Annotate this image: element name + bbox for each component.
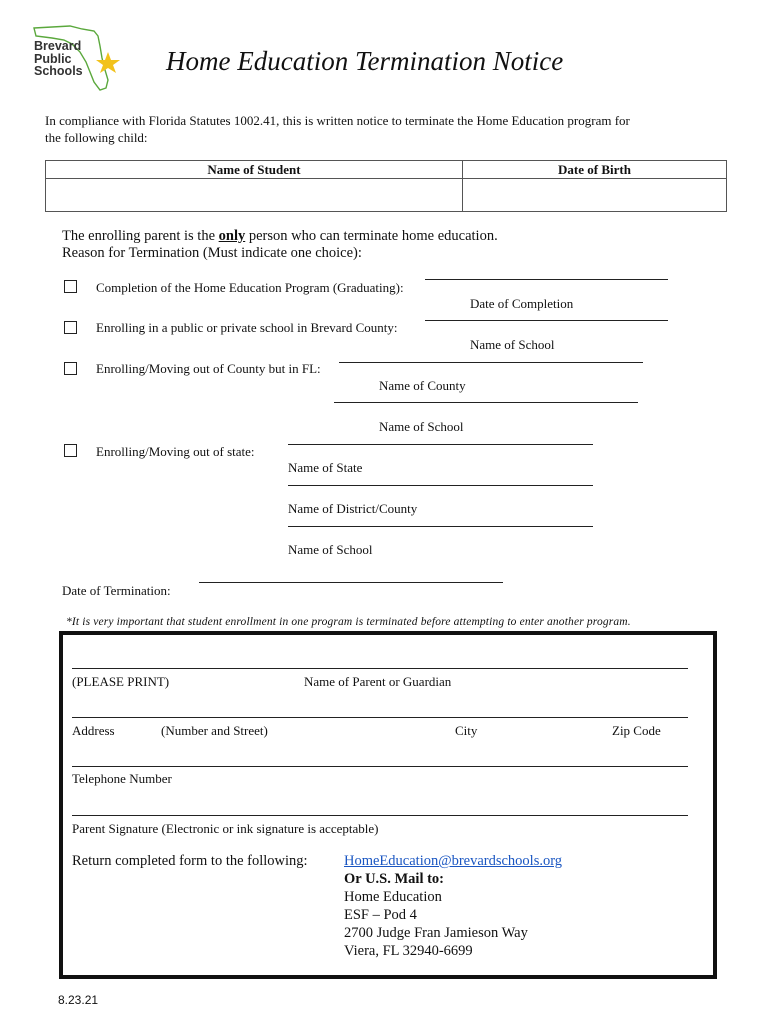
mail-heading: Or U.S. Mail to: <box>344 871 445 887</box>
parent-name-caption: Name of Parent or Guardian <box>304 674 452 689</box>
parent-note <box>62 228 498 245</box>
page-title: Home Education Termination Notice <box>166 46 564 76</box>
brevard-school-line[interactable] <box>425 320 668 321</box>
number-street-caption: (Number and Street) <box>161 723 268 738</box>
district-line[interactable] <box>288 485 593 486</box>
termination-date-label: Date of Termination: <box>62 583 171 598</box>
brevard-school-checkbox[interactable] <box>64 321 77 334</box>
logo-line-1: Brevard <box>34 39 82 53</box>
state-caption: Name of State <box>288 460 363 475</box>
reason-heading: Reason for Termination (Must indicate one choice): <box>62 245 362 261</box>
logo-line-2: Public <box>34 51 72 66</box>
out-of-state-label: Enrolling/Moving out of state: <box>96 444 255 459</box>
in-florida-checkbox[interactable] <box>64 362 77 375</box>
brevard-school-caption: Name of School <box>470 337 555 352</box>
telephone-line[interactable] <box>72 766 688 767</box>
mail-line-3: 2700 Judge Fran Jamieson Way <box>344 925 528 941</box>
mail-line-4: Viera, FL 32940-6699 <box>344 943 473 959</box>
parent-name-line[interactable] <box>72 668 688 669</box>
zip-caption: Zip Code <box>612 723 661 738</box>
county-caption: Name of County <box>379 378 466 393</box>
dob-header: Date of Birth <box>463 161 727 179</box>
fl-school-caption: Name of School <box>379 419 464 434</box>
signature-line[interactable] <box>72 815 688 816</box>
in-florida-label: Enrolling/Moving out of County but in FL: <box>96 361 321 376</box>
warning-note: *It is very important that student enrollment in one program is terminated before attempting to enter another program. <box>66 616 631 628</box>
brevard-school-label: Enrolling in a public or private school in Brevard County: <box>96 320 398 335</box>
address-caption: Address <box>72 723 115 738</box>
completion-date-line[interactable] <box>425 279 668 280</box>
address-line[interactable] <box>72 717 688 718</box>
district-caption: Name of District/County <box>288 501 418 516</box>
completion-date-caption: Date of Completion <box>470 296 574 311</box>
out-state-school-caption: Name of School <box>288 542 373 557</box>
please-print-label: (PLEASE PRINT) <box>72 674 170 689</box>
logo <box>32 22 124 94</box>
termination-date-line[interactable] <box>199 582 503 583</box>
parent-note-emphasis: only <box>218 228 246 244</box>
graduating-checkbox[interactable] <box>64 280 77 293</box>
out-state-school-line[interactable] <box>288 526 593 527</box>
student-name-header: Name of Student <box>46 161 463 179</box>
footer-date: 8.23.21 <box>58 993 99 1007</box>
parent-note-post: person who can terminate home education. <box>245 228 498 244</box>
signature-caption: Parent Signature (Electronic or ink signature is acceptable) <box>72 821 379 836</box>
mail-line-1: Home Education <box>344 889 442 905</box>
dob-field[interactable] <box>463 179 727 212</box>
star-icon <box>96 52 120 73</box>
student-table <box>45 160 727 212</box>
parent-note-pre: The enrolling parent is the <box>62 228 219 244</box>
county-line[interactable] <box>339 362 643 363</box>
intro-line-1: In compliance with Florida Statutes 1002.41, this is written notice to terminate the Home Education program for <box>45 113 630 128</box>
return-email-link[interactable]: HomeEducation@brevardschools.org <box>344 853 563 869</box>
state-line[interactable] <box>288 444 593 445</box>
fl-school-line[interactable] <box>334 402 638 403</box>
logo-line-3: Schools <box>34 64 83 78</box>
city-caption: City <box>455 723 478 738</box>
return-label: Return completed form to the following: <box>72 853 308 869</box>
intro-line-2: the following child: <box>45 130 148 145</box>
mail-line-2: ESF – Pod 4 <box>344 907 417 923</box>
student-name-field[interactable] <box>46 179 463 212</box>
telephone-caption: Telephone Number <box>72 771 172 786</box>
graduating-label: Completion of the Home Education Program (Graduating): <box>96 280 404 295</box>
out-of-state-checkbox[interactable] <box>64 444 77 457</box>
